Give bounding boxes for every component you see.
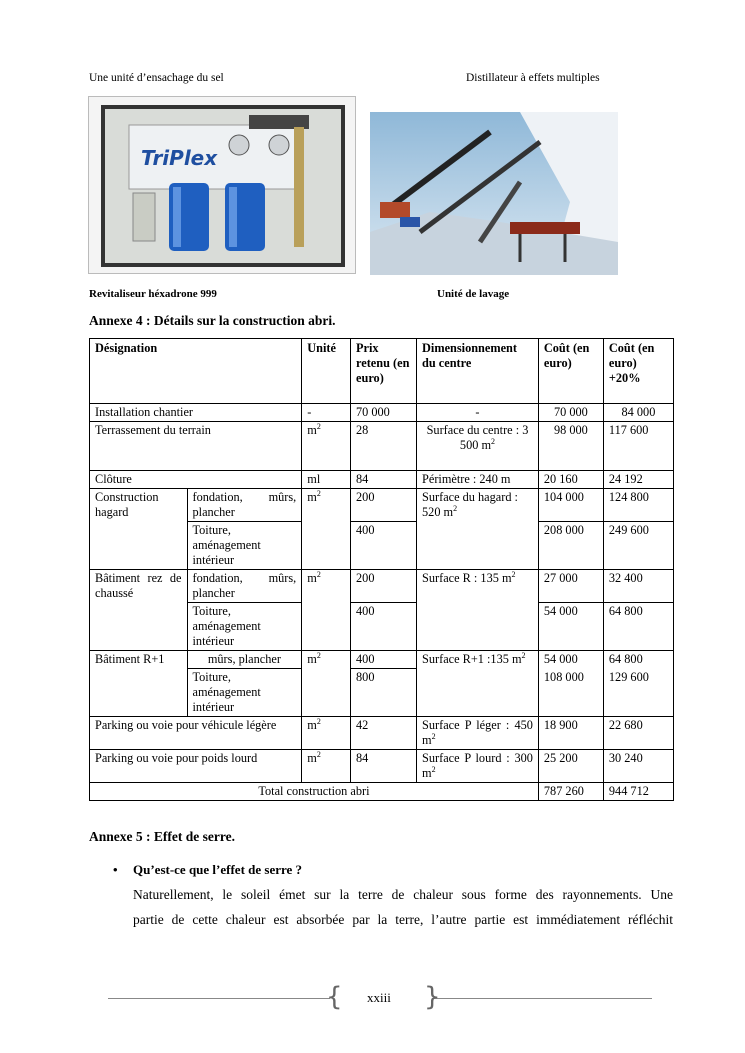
row-cout: 18 900 — [538, 717, 603, 750]
caption-revitaliser: Revitaliseur héxadrone 999 — [89, 288, 217, 300]
row-cout: 25 200 — [538, 750, 603, 783]
table-row — [90, 717, 674, 750]
row-label: Bâtiment R+1 — [90, 651, 188, 717]
row-sublabel: Toiture, aménagement intérieur — [187, 669, 302, 717]
caption-distiller: Distillateur à effets multiples — [466, 72, 600, 84]
row-sublabel: fondation, mûrs, plancher — [187, 570, 302, 603]
table-row — [90, 422, 674, 471]
row-cout20: 24 192 — [603, 471, 673, 489]
header-cout-plus-20: Coût (en euro) +20% — [603, 339, 673, 404]
row-sublabel: mûrs, plancher — [187, 651, 302, 669]
row-unite: $m^2$ — [302, 717, 351, 750]
row-label: Installation chantier — [90, 404, 302, 422]
total-cout20: 944 712 — [603, 783, 673, 801]
photo-washing-unit — [370, 112, 618, 275]
row-prix: 84 — [351, 471, 417, 489]
row-prix: 400 — [351, 522, 417, 570]
footer-brace-left: { — [326, 982, 343, 1012]
table-row — [90, 570, 674, 603]
row-cout: 54 000 — [538, 651, 603, 669]
footer-rule-right — [432, 998, 652, 999]
row-prix: 200 — [351, 570, 417, 603]
row-unite: $m^2$ — [302, 651, 351, 717]
total-label: Total construction abri — [90, 783, 539, 801]
question-heading: Qu’est-ce que l’effet de serre ? — [133, 862, 303, 877]
row-label: Bâtiment rez de chaussé — [90, 570, 188, 651]
header-cout: Coût (en euro) — [538, 339, 603, 404]
row-unite: $m^2$ — [302, 570, 351, 651]
footer-brace-right: } — [424, 982, 441, 1012]
row-prix: 200 — [351, 489, 417, 522]
row-dim: Surface P lourd : 300 $m^2$ — [417, 750, 539, 783]
table-header-row — [90, 339, 674, 404]
row-cout20: 30 240 — [603, 750, 673, 783]
row-label: Terrassement du terrain — [90, 422, 302, 471]
row-cout: 54 000 — [538, 603, 603, 651]
row-cout20: 124 800 — [603, 489, 673, 522]
footer-rule-left — [108, 998, 330, 999]
row-unite: ml — [302, 471, 351, 489]
construction-cost-table — [89, 338, 674, 801]
row-cout: 108 000 — [538, 669, 603, 717]
row-cout: 104 000 — [538, 489, 603, 522]
row-cout20: 249 600 — [603, 522, 673, 570]
bullet-icon: • — [113, 862, 118, 877]
row-dim: Surface du centre : 3 500 $m^2$ — [417, 422, 539, 471]
table-row — [90, 651, 674, 669]
brand-label: TriPlex — [141, 146, 218, 170]
annex5-title: Annexe 5 : Effet de serre. — [89, 829, 235, 844]
total-cout: 787 260 — [538, 783, 603, 801]
row-cout: 27 000 — [538, 570, 603, 603]
table-row — [90, 404, 674, 422]
row-cout: 20 160 — [538, 471, 603, 489]
row-cout: 70 000 — [538, 404, 603, 422]
row-dim: Surface R+1 :135 $m^2$ — [417, 651, 539, 717]
row-cout: 208 000 — [538, 522, 603, 570]
photo-water-revitalizer — [88, 96, 356, 274]
header-dimensionnement: Dimensionnement du centre — [417, 339, 539, 404]
row-dim: Surface du hagard : 520 $m^2$ — [417, 489, 539, 570]
header-unite: Unité — [302, 339, 351, 404]
row-label: Parking ou voie pour poids lourd — [90, 750, 302, 783]
page-number: xxiii — [367, 990, 391, 1005]
row-unite: $m^2$ — [302, 750, 351, 783]
row-cout20: 64 800 — [603, 651, 673, 669]
row-prix: 400 — [351, 651, 417, 669]
row-sublabel: Toiture, aménagement intérieur — [187, 522, 302, 570]
row-sublabel: fondation, mûrs, plancher — [187, 489, 302, 522]
row-cout20: 129 600 — [603, 669, 673, 717]
row-cout20: 64 800 — [603, 603, 673, 651]
row-unite: $m^2$ — [302, 489, 351, 570]
table-row — [90, 489, 674, 522]
annex4-title: Annexe 4 : Détails sur la construction abri. — [89, 313, 336, 328]
row-label: Clôture — [90, 471, 302, 489]
row-prix: 70 000 — [351, 404, 417, 422]
row-cout20: 22 680 — [603, 717, 673, 750]
row-dim: Surface R : 135 $m^2$ — [417, 570, 539, 651]
row-prix: 800 — [351, 669, 417, 717]
row-label: Parking ou voie pour véhicule légère — [90, 717, 302, 750]
header-prix: Prix retenu (en euro) — [351, 339, 417, 404]
table-total-row — [90, 783, 674, 801]
header-designation: Désignation — [90, 339, 302, 404]
row-cout20: 32 400 — [603, 570, 673, 603]
row-prix: 84 — [351, 750, 417, 783]
row-dim: Surface P léger : 450 $m^2$ — [417, 717, 539, 750]
paragraph-line-2: partie de cette chaleur est absorbée par la terre, l’autre partie est immédiatement réfléchit — [133, 912, 673, 927]
row-prix: 42 — [351, 717, 417, 750]
row-cout20: 84 000 — [603, 404, 673, 422]
row-dim: Périmètre : 240 m — [417, 471, 539, 489]
row-dim: - — [417, 404, 539, 422]
row-prix: 28 — [351, 422, 417, 471]
paragraph-line-1: Naturellement, le soleil émet sur la terre de chaleur sous forme des rayonnements. Une — [133, 887, 673, 902]
row-unite: - — [302, 404, 351, 422]
row-cout20: 117 600 — [603, 422, 673, 471]
table-row — [90, 750, 674, 783]
row-unite: $m^2$ — [302, 422, 351, 471]
table-row — [90, 471, 674, 489]
row-cout: 98 000 — [538, 422, 603, 471]
row-sublabel: Toiture, aménagement intérieur — [187, 603, 302, 651]
row-prix: 400 — [351, 603, 417, 651]
caption-salt-bagging-unit: Une unité d’ensachage du sel — [89, 72, 224, 84]
caption-washing-unit: Unité de lavage — [437, 288, 510, 300]
row-label: Construction hagard — [90, 489, 188, 570]
